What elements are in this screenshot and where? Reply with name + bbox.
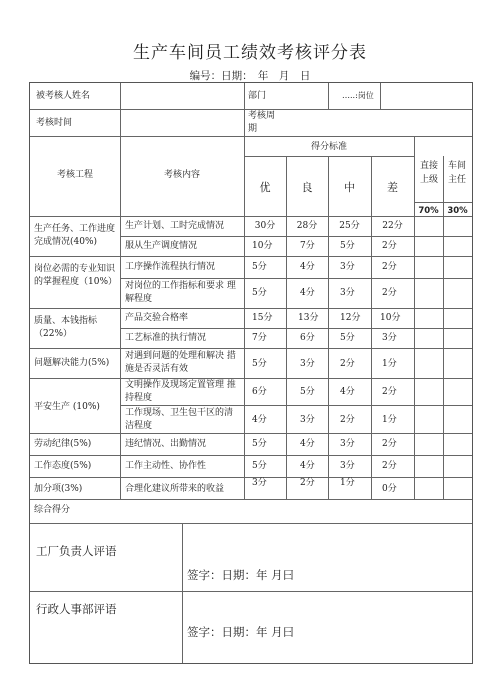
score-cell: 3分 xyxy=(382,333,397,343)
score-cell: 4分 xyxy=(300,288,315,298)
score-cell: 3分 xyxy=(340,288,355,298)
page-title: 生产车间员工绩效考核评分表 xyxy=(133,43,367,63)
hr-signature: 签字：日期：年 月曰 xyxy=(187,625,295,639)
total-score-label: 综合得分 xyxy=(34,505,71,515)
content-cell: 对遇到问题的处理和解决 措施是否灵活有效 xyxy=(125,351,236,374)
content-cell: 对岗位的工作指标和要求 理解程度 xyxy=(125,281,236,304)
score-cell: 4分 xyxy=(300,262,315,272)
score-cell: 1分 xyxy=(340,478,355,488)
workshop-weight: 30% xyxy=(447,206,468,216)
grid-line xyxy=(414,136,415,499)
score-cell: 3分 xyxy=(340,262,355,272)
name-label: 被考核人姓名 xyxy=(36,91,91,101)
score-cell: 2分 xyxy=(340,415,355,425)
grade-medium: 中 xyxy=(344,181,355,194)
grid-line xyxy=(30,499,472,500)
grid-line xyxy=(120,236,472,237)
grade-good: 良 xyxy=(301,181,313,194)
content-cell: 生产计划、工时完成情况 xyxy=(125,221,225,231)
grid-line xyxy=(30,348,472,349)
score-cell: 3分 xyxy=(252,478,267,488)
grid-line xyxy=(371,156,372,499)
score-cell: 2分 xyxy=(340,359,355,369)
score-cell: 5分 xyxy=(252,288,267,298)
score-cell: 1分 xyxy=(382,359,397,369)
score-cell: 12分 xyxy=(340,313,361,323)
grid-line xyxy=(30,256,472,257)
score-cell: 7分 xyxy=(252,333,267,343)
score-cell: 2分 xyxy=(382,262,397,272)
grid-line xyxy=(120,328,472,329)
grid-line xyxy=(120,83,121,499)
score-cell: 5分 xyxy=(252,439,267,449)
score-cell: 5分 xyxy=(340,241,355,251)
score-cell: 4分 xyxy=(340,387,355,397)
score-cell: 7分 xyxy=(300,241,315,251)
factory-head-signature: 签字：日期：年 月曰 xyxy=(187,568,295,582)
project-cell: 生产任务、工作进度完成情况(40%) xyxy=(34,224,116,247)
score-cell: 13分 xyxy=(298,313,319,323)
grid-line xyxy=(30,455,472,456)
score-cell: 2分 xyxy=(382,241,397,251)
score-cell: 4分 xyxy=(300,461,315,471)
col-project: 考核工程 xyxy=(56,170,93,180)
content-cell: 文明操作及现场定置管理 推持程度 xyxy=(125,380,236,403)
grid-line xyxy=(120,278,472,279)
col-direct-supervisor: 直接上级 xyxy=(419,161,438,185)
grid-line xyxy=(182,523,183,663)
grid-line xyxy=(328,156,329,499)
score-cell: 5分 xyxy=(252,461,267,471)
period-label: 考核周期 xyxy=(248,111,276,134)
grid-line xyxy=(30,308,472,309)
score-cell: 25分 xyxy=(339,221,360,231)
grid-line xyxy=(30,216,472,217)
score-cell: 4分 xyxy=(300,439,315,449)
grid-line xyxy=(30,378,472,379)
score-cell: 2分 xyxy=(300,478,315,488)
score-cell: 2分 xyxy=(382,387,397,397)
project-cell: 加分项(3%) xyxy=(34,484,83,494)
score-cell: 6分 xyxy=(252,387,267,397)
project-cell: 劳动纪律(5%) xyxy=(34,439,92,449)
score-cell: 6分 xyxy=(300,333,315,343)
time-label: 考核时间 xyxy=(36,118,73,128)
grid-line xyxy=(380,83,381,109)
score-cell: 3分 xyxy=(340,461,355,471)
evaluation-table xyxy=(29,82,473,664)
content-cell: 工作主动性、协作性 xyxy=(125,461,207,471)
content-cell: 服从生产调度情况 xyxy=(125,241,198,251)
score-cell: 4分 xyxy=(252,415,267,425)
content-cell: 产品交验合格率 xyxy=(125,313,189,323)
score-cell: 10分 xyxy=(380,313,401,323)
score-cell: 15分 xyxy=(252,313,273,323)
grid-line xyxy=(120,405,472,406)
grade-excellent: 优 xyxy=(259,181,271,194)
score-cell: 3分 xyxy=(300,359,315,369)
col-workshop-director: 车间主任 xyxy=(447,161,466,185)
score-cell: 3分 xyxy=(340,439,355,449)
content-cell: 合理化建议所带来的收益 xyxy=(125,484,225,494)
score-cell: 3分 xyxy=(300,415,315,425)
project-cell: 问题解决能力(5%) xyxy=(34,358,110,368)
form-number-date: 编号：日期： 年 月 日 xyxy=(189,70,311,82)
project-cell: 岗位必需的专业知识的掌握程度（10%） xyxy=(34,264,118,287)
score-cell: 5分 xyxy=(300,387,315,397)
score-cell: 5分 xyxy=(252,359,267,369)
grid-line xyxy=(30,591,472,592)
score-cell: 5分 xyxy=(340,333,355,343)
grid-line xyxy=(30,433,472,434)
score-cell: 1分 xyxy=(382,415,397,425)
hr-comment-label: 行政人事部评语 xyxy=(36,602,117,616)
score-cell: 22分 xyxy=(382,221,403,231)
grade-poor: 差 xyxy=(387,181,398,194)
grid-line xyxy=(244,156,414,157)
grid-line xyxy=(30,136,472,137)
score-cell: 5分 xyxy=(252,262,267,272)
grid-line xyxy=(30,523,472,524)
post-label: …..:岗位 xyxy=(342,91,374,100)
grid-line xyxy=(30,477,472,478)
grid-line xyxy=(286,156,287,499)
score-cell: 2分 xyxy=(382,461,397,471)
project-cell: 工作态度(5%) xyxy=(34,461,92,471)
col-content: 考核内容 xyxy=(163,170,200,180)
factory-head-comment-label: 工厂负责人评语 xyxy=(36,544,117,558)
score-cell: 28分 xyxy=(296,221,318,231)
content-cell: 工作现场、卫生包干区的清洁程度 xyxy=(125,408,234,431)
content-cell: 违纪情况、出勤情况 xyxy=(125,439,207,449)
score-cell: 2分 xyxy=(382,288,397,298)
col-score-standard: 得分标准 xyxy=(310,142,347,152)
score-cell: 30分 xyxy=(254,221,276,231)
project-cell: 平安生产 (10%) xyxy=(34,402,100,412)
dept-label: 部门 xyxy=(248,91,267,101)
score-cell: 2分 xyxy=(382,439,397,449)
grid-line xyxy=(328,83,329,109)
content-cell: 工艺标准的执行情况 xyxy=(125,333,207,343)
content-cell: 工序操作流程执行情况 xyxy=(125,262,216,272)
score-cell: 0分 xyxy=(382,484,397,494)
project-cell: 质量、本钱指标（22%） xyxy=(34,316,98,339)
direct-weight: 70% xyxy=(418,206,439,216)
score-cell: 10分 xyxy=(252,241,273,251)
